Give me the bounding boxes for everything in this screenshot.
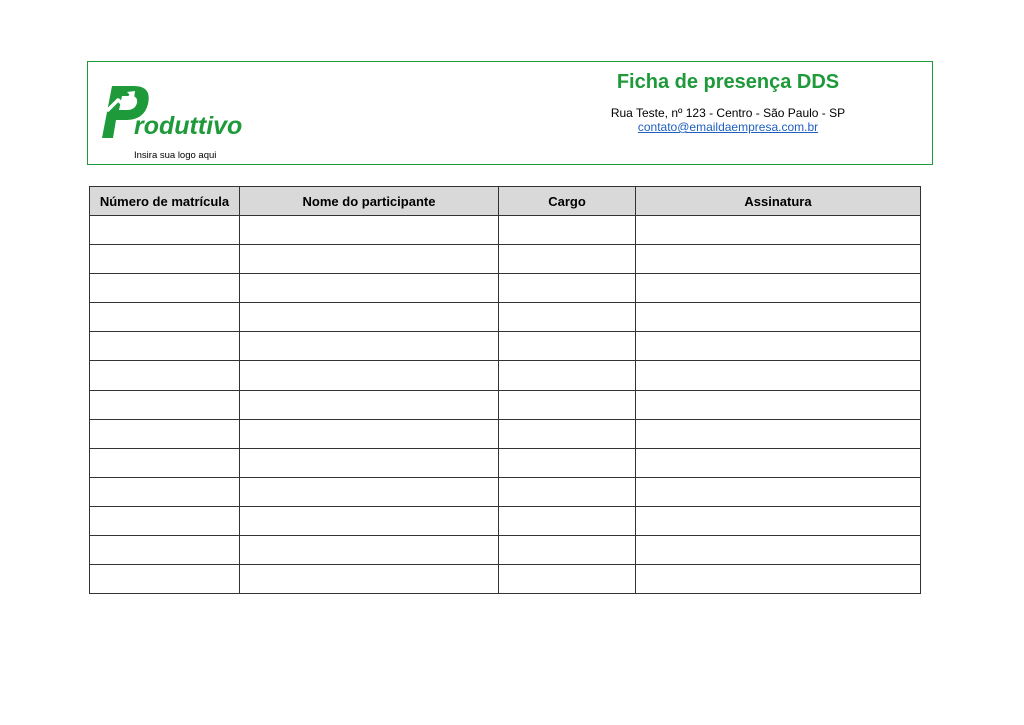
table-cell[interactable] (240, 216, 499, 245)
table-cell[interactable] (499, 274, 636, 303)
table-row (90, 216, 921, 245)
table-cell[interactable] (240, 448, 499, 477)
table-cell[interactable] (90, 361, 240, 390)
table-cell[interactable] (240, 303, 499, 332)
produttivo-logo (96, 80, 256, 142)
header-box (87, 61, 933, 165)
table-cell[interactable] (240, 477, 499, 506)
table-row (90, 419, 921, 448)
table-cell[interactable] (90, 390, 240, 419)
table-cell[interactable] (636, 274, 921, 303)
table-cell[interactable] (636, 303, 921, 332)
table-cell[interactable] (636, 419, 921, 448)
table-row (90, 448, 921, 477)
table-cell[interactable] (90, 506, 240, 535)
attendance-table (89, 186, 921, 594)
table-cell[interactable] (499, 477, 636, 506)
table-row (90, 245, 921, 274)
table-cell[interactable] (499, 303, 636, 332)
table-cell[interactable] (499, 506, 636, 535)
logo-caption: Insira sua logo aqui (134, 150, 217, 161)
table-cell[interactable] (240, 565, 499, 594)
table-cell[interactable] (499, 361, 636, 390)
table-cell[interactable] (90, 565, 240, 594)
table-cell[interactable] (240, 419, 499, 448)
table-row (90, 274, 921, 303)
table-cell[interactable] (240, 536, 499, 565)
header-info (528, 68, 928, 134)
table-header-row (90, 187, 921, 216)
table-cell[interactable] (636, 565, 921, 594)
table-cell[interactable] (636, 448, 921, 477)
table-row (90, 506, 921, 535)
table-cell[interactable] (499, 216, 636, 245)
column-header: Assinatura (636, 187, 921, 216)
logo-text: roduttivo (134, 112, 243, 140)
table-cell[interactable] (90, 477, 240, 506)
table-cell[interactable] (90, 216, 240, 245)
table-cell[interactable] (240, 390, 499, 419)
column-header: Número de matrícula (90, 187, 240, 216)
table-row (90, 565, 921, 594)
table-cell[interactable] (499, 390, 636, 419)
company-email-link[interactable]: contato@emaildaempresa.com.br (637, 120, 819, 134)
table-cell[interactable] (240, 245, 499, 274)
table-cell[interactable] (636, 361, 921, 390)
company-address: Rua Teste, nº 123 - Centro - São Paulo - SP (610, 106, 846, 120)
table-row (90, 390, 921, 419)
table-row (90, 477, 921, 506)
table-cell[interactable] (90, 274, 240, 303)
table-cell[interactable] (90, 245, 240, 274)
table-cell[interactable] (90, 536, 240, 565)
table-cell[interactable] (240, 332, 499, 361)
table-cell[interactable] (499, 245, 636, 274)
page-title: Ficha de presença DDS (616, 71, 840, 93)
table-cell[interactable] (240, 506, 499, 535)
table-cell[interactable] (636, 216, 921, 245)
table-cell[interactable] (499, 448, 636, 477)
table-cell[interactable] (90, 448, 240, 477)
column-header: Cargo (499, 187, 636, 216)
table-cell[interactable] (636, 245, 921, 274)
table-cell[interactable] (90, 419, 240, 448)
column-header: Nome do participante (240, 187, 499, 216)
table-cell[interactable] (499, 332, 636, 361)
table-row (90, 536, 921, 565)
table-cell[interactable] (499, 419, 636, 448)
table-cell[interactable] (636, 506, 921, 535)
table-body (90, 216, 921, 594)
table-cell[interactable] (240, 274, 499, 303)
table-cell[interactable] (499, 565, 636, 594)
table-row (90, 361, 921, 390)
table-cell[interactable] (636, 390, 921, 419)
table-cell[interactable] (90, 332, 240, 361)
table-cell[interactable] (499, 536, 636, 565)
table-cell[interactable] (240, 361, 499, 390)
table-cell[interactable] (636, 536, 921, 565)
table-cell[interactable] (90, 303, 240, 332)
table-row (90, 332, 921, 361)
table-row (90, 303, 921, 332)
table-cell[interactable] (636, 332, 921, 361)
table-cell[interactable] (636, 477, 921, 506)
